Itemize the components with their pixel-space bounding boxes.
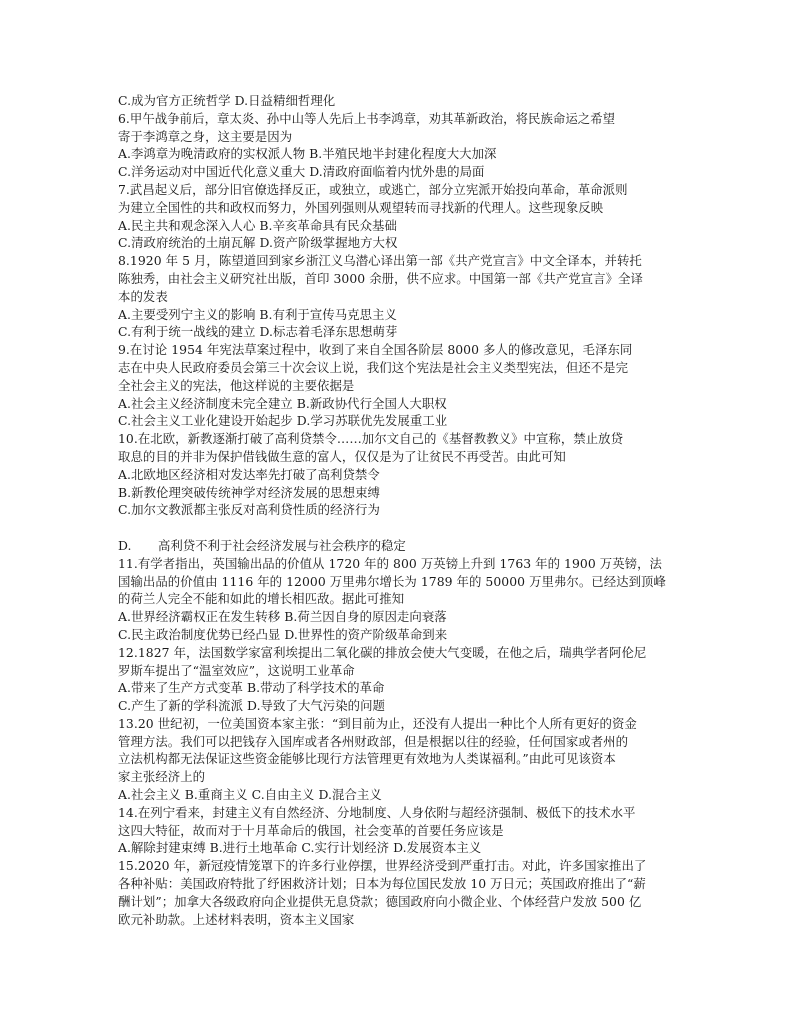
text-line: 酬计划”；加拿大各级政府向企业提供无息贷款；德国政府向小微企业、个体经营户发放 500 亿 [118, 893, 642, 909]
question-9-stem: 9.在讨论 1954 年宪法草案过程中，收到了来自全国各阶层 8000 多人的修改意见，毛泽东同 [118, 342, 633, 358]
question-8-options-cd: C.有利于统一战线的建立 D.标志着毛泽东思想萌芽 [118, 324, 398, 340]
question-7-stem: 7.武昌起义后，部分旧官僚选择反正，或独立，或逃亡，部分立宪派开始投向革命，革命派则 [118, 181, 628, 197]
question-12-options-cd: C.产生了新的学科流派 D.导致了大气污染的问题 [118, 698, 385, 714]
question-6-stem: 6.甲午战争前后，章太炎、孙中山等人先后上书李鸿章，劝其革新政治，将民族命运之希望 [118, 110, 616, 126]
option-d-text: 高利贷不利于社会经济发展与社会秩序的稳定 [158, 537, 406, 553]
question-11-options-cd: C.民主政治制度优势已经凸显 D.世界性的资产阶级革命到来 [118, 626, 448, 642]
question-9-options-cd: C.社会主义工业化建设开始起步 D.学习苏联优先发展重工业 [118, 413, 448, 429]
question-12-stem: 12.1827 年，法国数学家富利埃提出二氧化碳的排放会使大气变暖，在他之后，瑞典学者阿伦尼 [118, 644, 647, 660]
text-line: C.成为官方正统哲学 D.日益精细哲理化 [118, 93, 336, 108]
text-line: 的荷兰人完全不能和如此的增长相匹敌。据此可推知 [118, 591, 405, 607]
question-12-options-ab: A.带来了生产方式变革 B.带动了科学技术的革命 [118, 680, 385, 696]
blank-line [118, 519, 678, 537]
text-line: 本的发表 [118, 288, 168, 304]
question-10-stem: 10.在北欧，新教逐渐打破了高利贷禁令……加尔文自己的《基督教教义》中宣称，禁止放贷 [118, 431, 624, 447]
question-10-option-a: A.北欧地区经济相对发达率先打破了高利贷禁令 [118, 466, 380, 482]
text-line: 欧元补助款。上述材料表明，资本主义国家 [118, 911, 355, 927]
text-line: 取息的目的并非为保护借钱做生意的富人，仅仅是为了让贫民不再受苦。由此可知 [118, 448, 566, 464]
text-line: 这四大特征，故而对于十月革命后的俄国，社会变革的首要任务应该是 [118, 822, 504, 838]
text-line: 各种补贴：美国政府特批了纾困救济计划；日本为每位国民发放 10 万日元；英国政府推出了“薪 [118, 876, 646, 892]
text-line: 家主张经济上的 [118, 769, 206, 785]
question-6-options-ab: A.李鸿章为晚清政府的实权派人物 B.半殖民地半封建化程度大大加深 [118, 146, 497, 162]
question-6-options-cd: C.洋务运动对中国近代化意义重大 D.清政府面临着内忧外患的局面 [118, 164, 485, 180]
text-line: 管理方法。我们可以把钱存入国库或者各州财政部，但是根据以往的经验，任何国家或者州的 [118, 733, 629, 749]
question-14-options: A.解除封建束缚 B.进行土地革命 C.实行计划经济 D.发展资本主义 [118, 840, 482, 856]
text-line: 为建立全国性的共和政权而努力，外国列强则从观望转而寻找新的代理人。这些现象反映 [118, 199, 604, 215]
question-7-options-ab: A.民主共和观念深入人心 B.辛亥革命具有民众基础 [118, 217, 397, 233]
text-line: 寄于李鸿章之身，这主要是因为 [118, 128, 293, 144]
question-10-option-b: B.新教伦理突破传统神学对经济发展的思想束缚 [118, 484, 380, 500]
question-14-stem: 14.在列宁看来，封建主义有自然经济、分地制度、人身依附与超经济强制、极低下的技术水平 [118, 804, 636, 820]
question-8-options-ab: A.主要受列宁主义的影响 B.有利于宣传马克思主义 [118, 306, 397, 322]
question-10-option-d [118, 537, 678, 555]
text-line: 罗斯车提出了“温室效应”，这说明工业革命 [118, 662, 355, 678]
question-8-stem: 8.1920 年 5 月，陈望道回到家乡浙江义乌潜心译出第一部《共产党宣言》中文全译本，并转托 [118, 253, 642, 269]
text-line: 陈独秀，由社会主义研究社出版，首印 3000 余册，供不应求。中国第一部《共产党宣言》全译 [118, 270, 643, 286]
question-11-options-ab: A.世界经济霸权正在发生转移 B.荷兰因自身的原因走向衰落 [118, 609, 447, 625]
text-line: 国输出品的价值由 1116 年的 12000 万里弗尔增长为 1789 年的 50000 万里弗尔。已经达到顶峰 [118, 573, 666, 589]
document-body [118, 92, 678, 928]
text-line: 全社会主义的宪法，他这样说的主要依据是 [118, 377, 355, 393]
question-11-stem: 11.有学者指出，英国输出品的价值从 1720 年的 800 万英镑上升到 1763 年的 1900 万英镑，法 [118, 555, 662, 571]
question-15-stem: 15.2020 年，新冠疫情笼罩下的许多行业停摆，世界经济受到严重打击。对此，许多国家推出了 [118, 858, 647, 874]
question-13-options: A.社会主义 B.重商主义 C.自由主义 D.混合主义 [118, 787, 382, 803]
question-9-options-ab: A.社会主义经济制度未完全建立 B.新政协代行全国人大职权 [118, 395, 447, 411]
text-line: 志在中央人民政府委员会第三十次会议上说，我们这个宪法是社会主义类型宪法，但还不是完 [118, 359, 629, 375]
text-line: 立法机构都无法保证这些资金能够比现行方法管理更有效地为人类谋福利。”由此可见该资本 [118, 751, 616, 767]
question-10-option-c: C.加尔文教派都主张反对高利贷性质的经济行为 [118, 502, 380, 518]
question-13-stem: 13.20 世纪初，一位美国资本家主张：“到目前为止，还没有人提出一种比个人所有更好的资金 [118, 715, 637, 731]
question-7-options-cd: C.清政府统治的土崩瓦解 D.资产阶级掌握地方大权 [118, 235, 398, 251]
option-d-label: D. [118, 537, 132, 553]
